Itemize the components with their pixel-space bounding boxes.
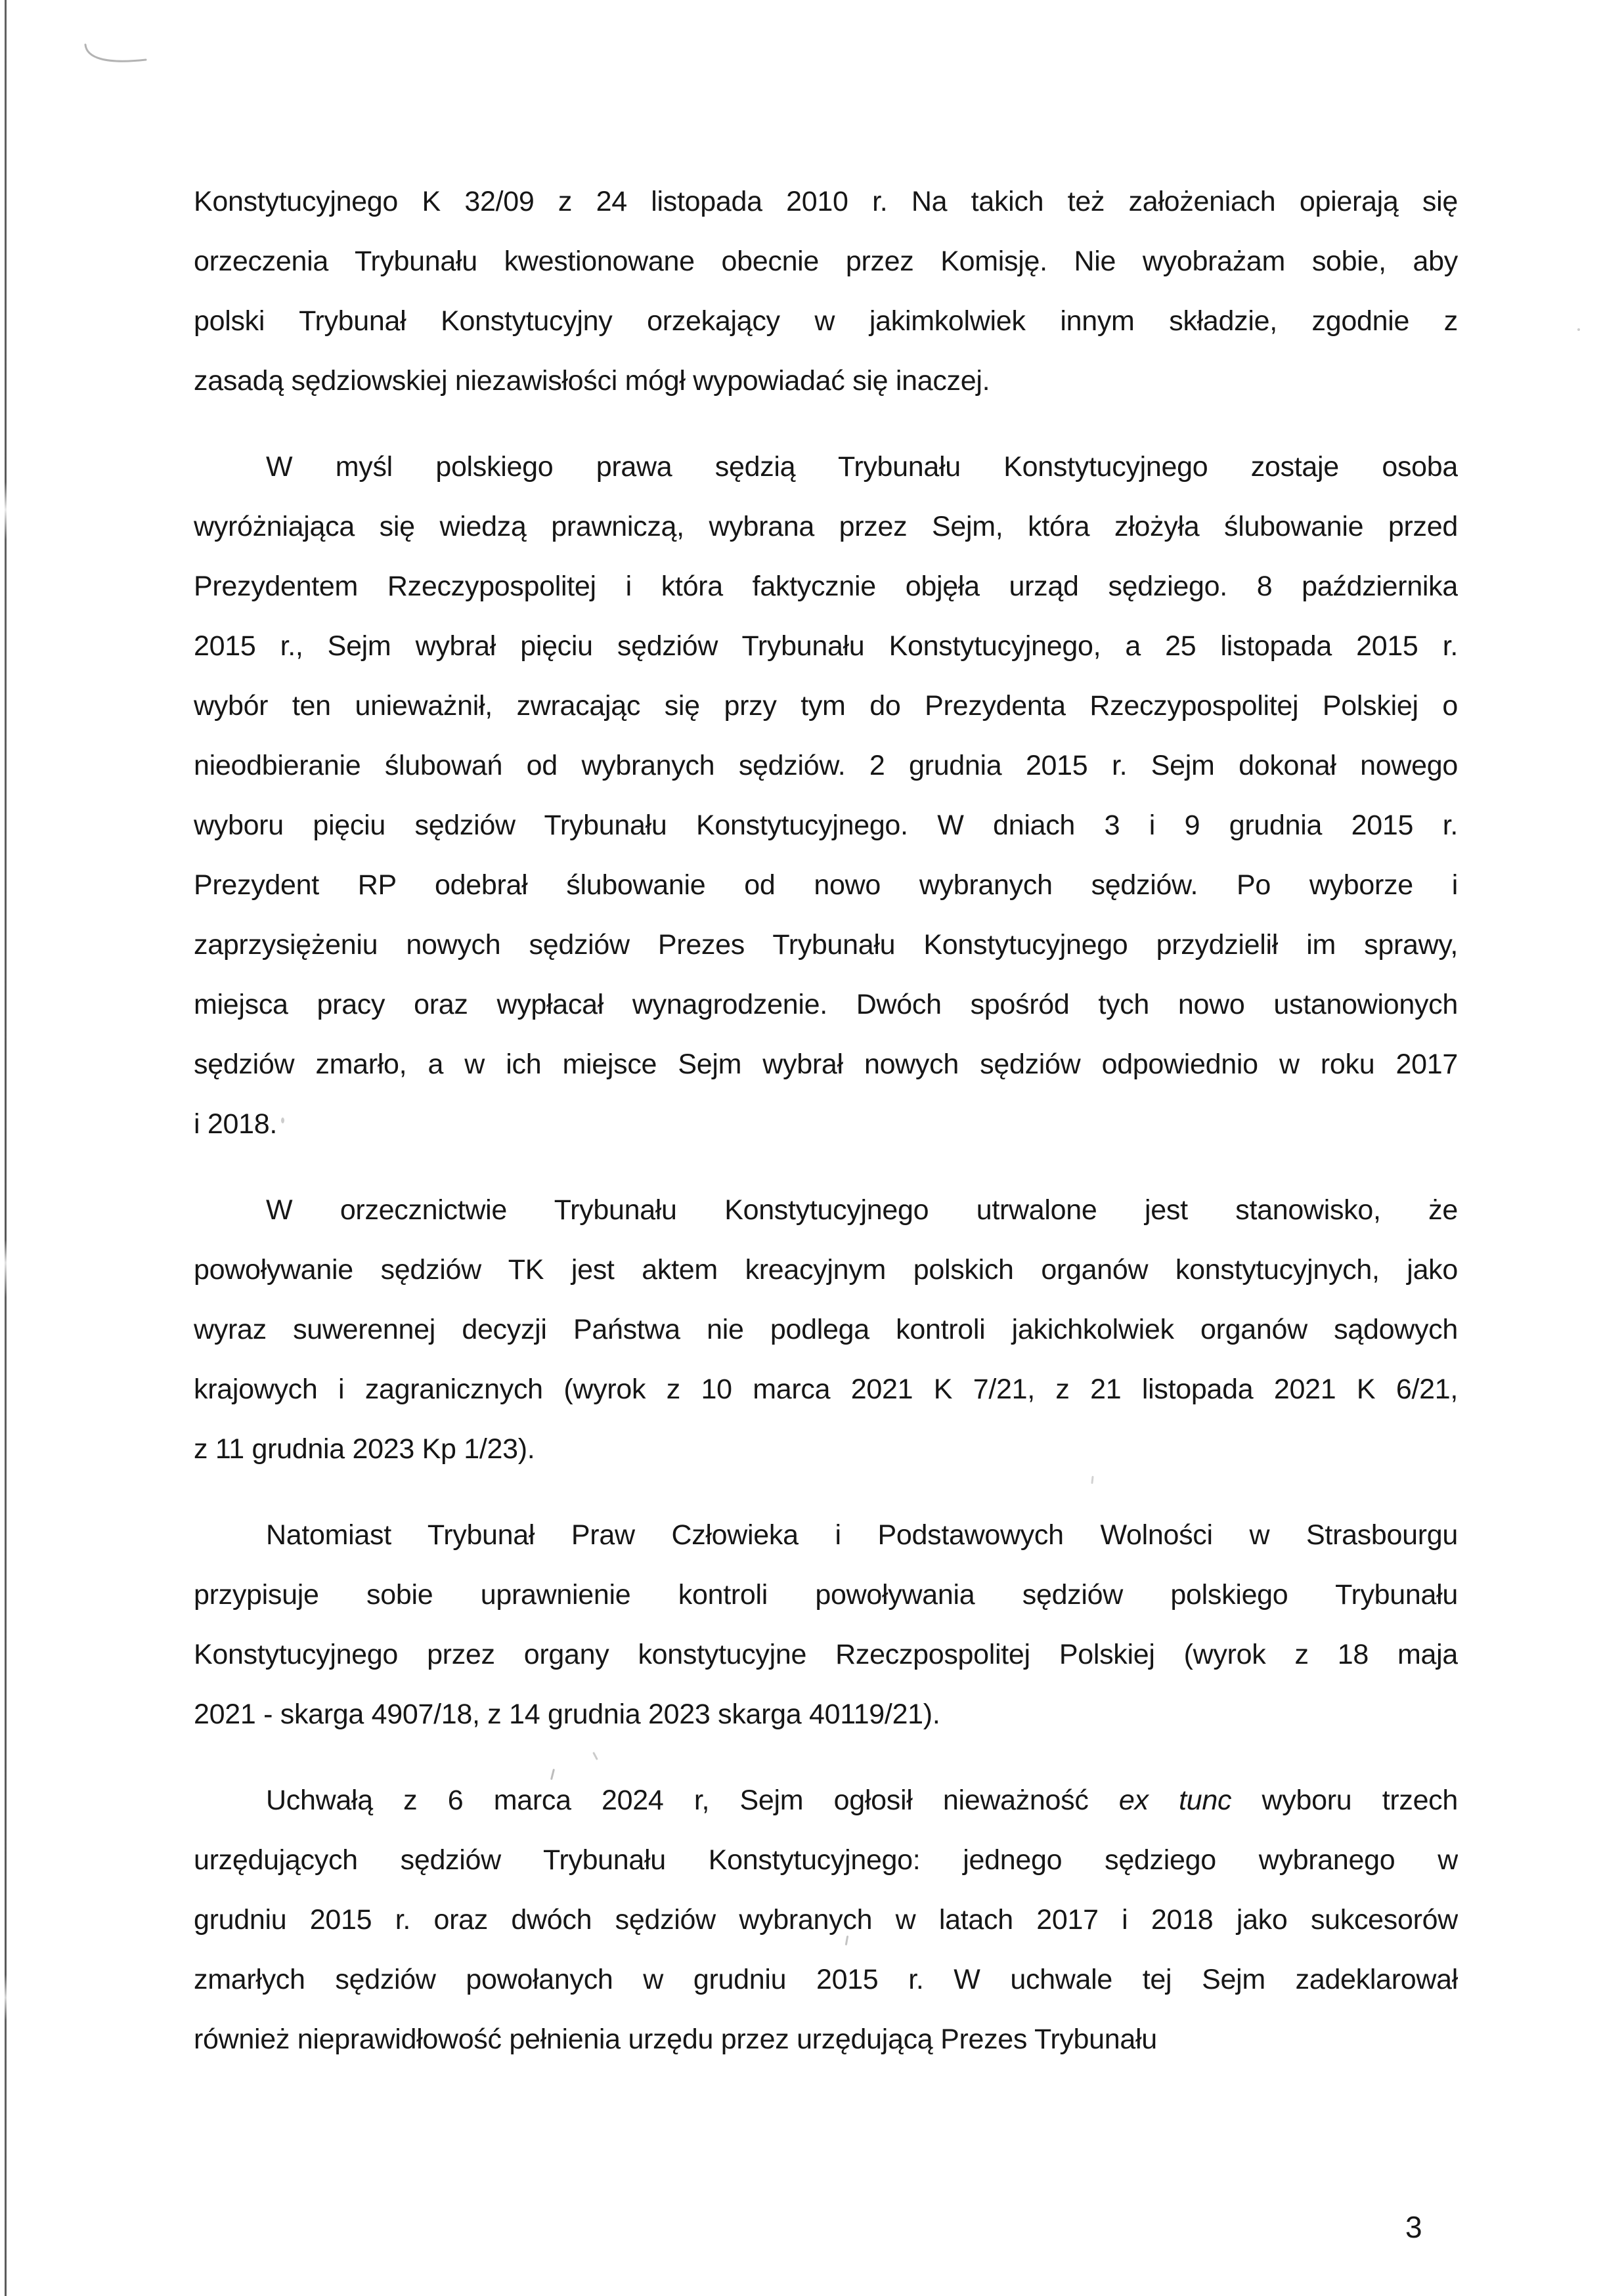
text-line: Uchwałą z 6 marca 2024 r, Sejm ogłosił nieważność ex tunc wyboru trzech xyxy=(266,1785,1458,1816)
text-line: 2015 r., Sejm wybrał pięciu sędziów Trybunału Konstytucyjnego, a 25 listopada 2015 r. xyxy=(194,630,1458,662)
text-line: wybór ten unieważnił, zwracając się przy tym do Prezydenta Rzeczypospolitej Polskiej o xyxy=(194,690,1458,722)
text-line: zaprzysiężeniu nowych sędziów Prezes Trybunału Konstytucyjnego przydzielił im sprawy, xyxy=(194,929,1458,961)
paragraph xyxy=(194,1505,1458,1744)
text-line: krajowych i zagranicznych (wyrok z 10 marca 2021 K 7/21, z 21 listopada 2021 K 6/21, xyxy=(194,1374,1458,1405)
text-line: wyboru pięciu sędziów Trybunału Konstytucyjnego. W dniach 3 i 9 grudnia 2015 r. xyxy=(194,810,1458,841)
text-line: W myśl polskiego prawa sędzią Trybunału Konstytucyjnego zostaje osoba xyxy=(266,451,1458,483)
text-line: Prezydentem Rzeczypospolitej i która faktycznie objęła urząd sędziego. 8 października xyxy=(194,571,1458,602)
paragraph xyxy=(194,1180,1458,1479)
text-line: zmarłych sędziów powołanych w grudniu 2015 r. W uchwale tej Sejm zadeklarował xyxy=(194,1964,1458,1995)
scan-speck xyxy=(1577,328,1580,331)
text-line: również nieprawidłowość pełnienia urzędu przez urzędującą Prezes Trybunału xyxy=(194,2024,1157,2055)
text-line: grudniu 2015 r. oraz dwóch sędziów wybranych w latach 2017 i 2018 jako sukcesorów xyxy=(194,1904,1458,1936)
text-line: z 11 grudnia 2023 Kp 1/23). xyxy=(194,1433,535,1465)
scan-curve-artifact xyxy=(83,38,148,76)
text-line: nieodbieranie ślubowań od wybranych sędziów. 2 grudnia 2015 r. Sejm dokonał nowego xyxy=(194,750,1458,781)
text-line: wyraz suwerennej decyzji Państwa nie podlega kontroli jakichkolwiek organów sądowych xyxy=(194,1314,1458,1345)
text-line: Konstytucyjnego K 32/09 z 24 listopada 2010 r. Na takich też założeniach opierają się xyxy=(194,186,1458,217)
text-line: miejsca pracy oraz wypłacał wynagrodzenie. Dwóch spośród tych nowo ustanowionych xyxy=(194,989,1458,1020)
paragraph xyxy=(194,437,1458,1154)
text-line: i 2018. xyxy=(194,1108,278,1140)
text-line: polski Trybunał Konstytucyjny orzekający w jakimkolwiek innym składzie, zgodnie z xyxy=(194,305,1458,337)
text-line: orzeczenia Trybunału kwestionowane obecnie przez Komisję. Nie wyobrażam sobie, aby xyxy=(194,246,1458,277)
text-line: wyróżniająca się wiedzą prawniczą, wybrana przez Sejm, która złożyła ślubowanie przed xyxy=(194,511,1458,542)
scan-edge-line-artifact xyxy=(5,0,7,2296)
text-line: 2021 - skarga 4907/18, z 14 grudnia 2023 skarga 40119/21). xyxy=(194,1699,940,1730)
paragraph xyxy=(194,1771,1458,2069)
text-line: zasadą sędziowskiej niezawisłości mógł wypowiadać się inaczej. xyxy=(194,365,990,397)
text-line: urzędujących sędziów Trybunału Konstytucyjnego: jednego sędziego wybranego w xyxy=(194,1844,1458,1876)
page-number: 3 xyxy=(1405,2210,1422,2244)
text-line: Prezydent RP odebrał ślubowanie od nowo wybranych sędziów. Po wyborze i xyxy=(194,869,1458,901)
paragraph xyxy=(194,172,1458,411)
text-line: powoływanie sędziów TK jest aktem kreacyjnym polskich organów konstytucyjnych, jako xyxy=(194,1254,1458,1286)
text-line: Konstytucyjnego przez organy konstytucyjne Rzeczpospolitej Polskiej (wyrok z 18 maja xyxy=(194,1639,1458,1670)
text-line: Natomiast Trybunał Praw Człowieka i Podstawowych Wolności w Strasbourgu xyxy=(266,1519,1458,1551)
document-body xyxy=(194,172,1458,2069)
text-line: sędziów zmarło, a w ich miejsce Sejm wybrał nowych sędziów odpowiednio w roku 2017 xyxy=(194,1049,1458,1080)
text-line: W orzecznictwie Trybunału Konstytucyjnego utrwalone jest stanowisko, że xyxy=(266,1194,1458,1226)
text-line: przypisuje sobie uprawnienie kontroli powoływania sędziów polskiego Trybunału xyxy=(194,1579,1458,1611)
